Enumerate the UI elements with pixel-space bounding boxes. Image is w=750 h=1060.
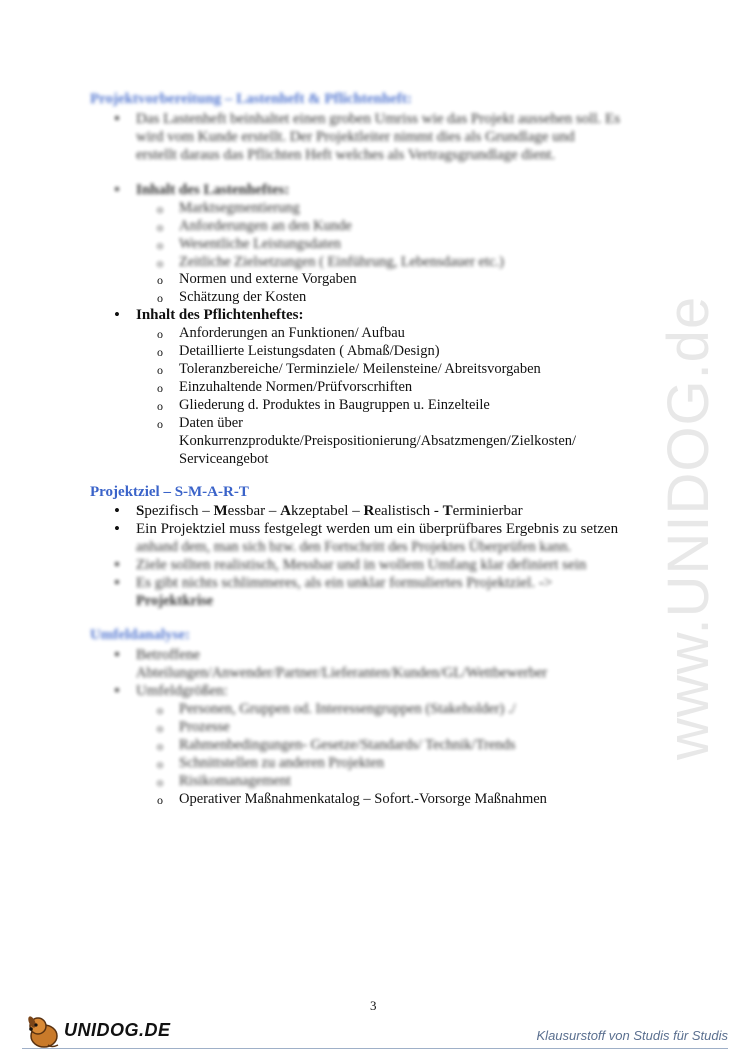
umfeldgroessen-line: Umfeldgrößen: — [136, 683, 228, 699]
projektkrise-word: Projektkrise — [136, 593, 214, 609]
projektkrise-line: Es gibt nichts schlimmeres, als ein unklar formuliertes Projektziel. -> — [136, 575, 553, 591]
intro-line-1: Das Lastenheft beinhaltet einen groben Umriss wie das Projekt aussehen soll. Es — [136, 111, 621, 127]
footer-divider — [22, 1048, 728, 1049]
smart-line: Spezifisch – Messbar – Akzeptabel – Realistisch - Terminierbar — [136, 503, 523, 519]
section-heading-projektvorbereitung: Projektvorbereitung – Lastenheft & Pflichtenheft: — [90, 91, 412, 107]
projektziel-line-1: Ein Projektziel muss festgelegt werden um ein überprüfbares Ergebnis zu setzen — [136, 521, 619, 537]
section-heading-projektziel: Projektziel – S-M-A-R-T — [90, 484, 249, 500]
betroffene-list: Abteilungen/Anwender/Partner/Lieferanten/Kunden/GL/Wettbewerber — [136, 665, 548, 681]
dog-icon — [24, 1012, 64, 1050]
intro-line-3: erstellt daraus das Pflichten Heft welches als Vertragsgrundlage dient. — [136, 147, 556, 163]
document-page: www.UNIDOG.de Projektvorbereitung – Lastenheft & Pflichtenheft: Das Lastenheft beinhaltet einen groben Umriss wie das Projekt aussehen soll. Es wird vom Kunde erstellt. Der Projektleiter nimmt dies als Grundlage und erstellt daraus das Pflichten Heft welches als Vertragsgrundlage dient. Inhalt des Lastenheftes: o Marktsegmentierung o Anforderungen an den Kunde o Wesentliche Leistungsdaten o Zeitliche Zielsetzungen ( Einführung, Lebensdauer etc.) o Normen und externe Vorgaben o Schätzung der Kosten Inhalt des Pflichtenheftes: o Anforderungen an Funktionen/ Aufbau o Detaillierte Leistungsdaten ( Abmaß/Design) o Toleranzbereiche/ Terminziele/ Meilensteine/ Abreitsvorgaben o Einzuhaltende Normen/Prüfvorscrhiften o Gliederung d. Produktes in Baugruppen u. Einzelteile o Daten über Konkurrenzprodukte/Preispositionierung/Absatzmengen/Zielkosten/ Serviceangebot Projektziel – S-M-A-R-T Spezifisch – Messbar – Akzeptabel – Realistisch - Terminierbar Ein Projektziel muss festgelegt werden um ein überprüfbares Ergebnis zu setzen anhand dem, man sich bzw. den Fortschritt des Projektes Überprüfen kann. Ziele sollten realistisch, Messbar und in wollem Umfang klar definiert sein Es gibt nichts schlimmeres, als ein unklar formuliertes Projektziel. -> Projektkrise Umfeldanalyse: Betroffene Abteilungen/Anwender/Partner/Lieferanten/Kunden/GL/Wettbewerber Umfeldgrößen: o Personen, Gruppen od. Interessengruppen (Stakeholder) ./ o Prozesse o Rahmenbedingungen- Gesetze/Standards/ Technik/Trends o Schnittstellen zu anderen Projekten o Risikomanagement o Operativer Maßnahmenkatalog – Sofort.-Vorsorge Maßnahmen 3 UNIDOG.DE Klausurstoff von Studis für Studis — [0, 0, 750, 1060]
betroffene-line: Betroffene — [136, 647, 200, 663]
unidog-logo — [24, 1012, 171, 1050]
watermark: www.UNIDOG.de — [656, 295, 721, 760]
page-number: 3 — [370, 998, 377, 1013]
pflichtenheft-title: Inhalt des Pflichtenheftes: — [136, 307, 304, 323]
logo-text: UNIDOG.DE — [64, 1020, 171, 1040]
pflichtenheft-continuation: Serviceangebot — [179, 451, 269, 467]
section-heading-umfeldanalyse: Umfeldanalyse: — [90, 627, 190, 643]
pflichtenheft-continuation: Konkurrenzprodukte/Preispositionierung/Absatzmengen/Zielkosten/ — [179, 433, 577, 449]
projektziel-line-1b: anhand dem, man sich bzw. den Fortschritt des Projektes Überprüfen kann. — [136, 539, 572, 555]
lastenheft-title: Inhalt des Lastenheftes: — [136, 182, 290, 198]
ziele-line: Ziele sollten realistisch, Messbar und in wollem Umfang klar definiert sein — [136, 557, 587, 573]
intro-line-2: wird vom Kunde erstellt. Der Projektleiter nimmt dies als Grundlage und — [136, 129, 575, 145]
footer-tagline: Klausurstoff von Studis für Studis — [536, 1028, 728, 1043]
